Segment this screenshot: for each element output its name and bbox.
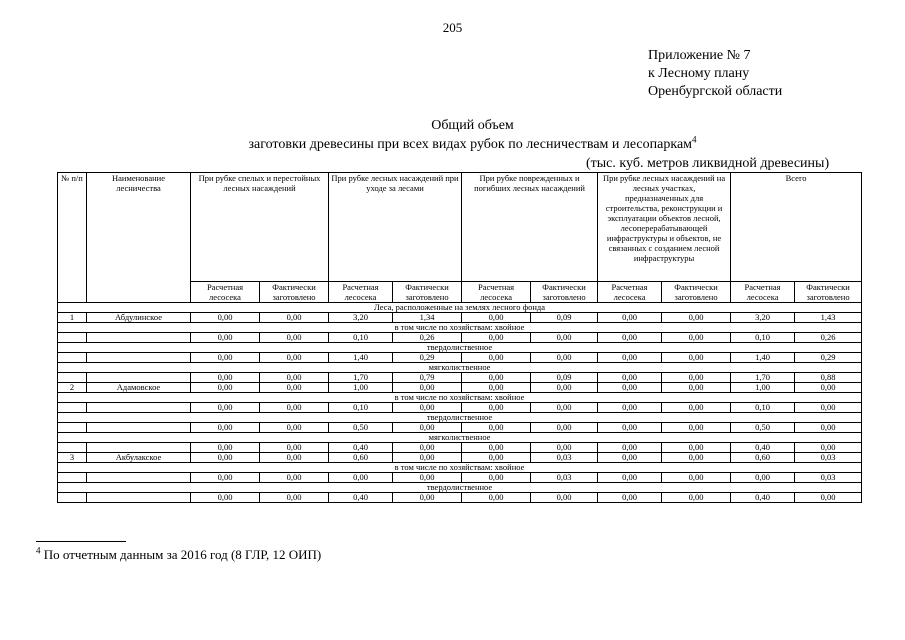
cell-num [58, 353, 87, 363]
cell-value: 0,10 [329, 333, 393, 343]
cell-value: 0,00 [191, 423, 260, 433]
cell-value: 0,00 [462, 473, 531, 483]
cell-value: 0,00 [531, 443, 598, 453]
cell-value: 0,00 [531, 493, 598, 503]
appendix-line-3: Оренбургской области [648, 84, 783, 99]
cell-value: 0,00 [795, 423, 862, 433]
cell-num [58, 403, 87, 413]
cell-value: 0,00 [662, 333, 731, 343]
cell-value: 0,00 [662, 373, 731, 383]
cell-value: 0,00 [191, 383, 260, 393]
cell-value: 0,00 [531, 423, 598, 433]
cell-value: 0,00 [191, 493, 260, 503]
subheader-actual: Фактически заготовлено [531, 282, 598, 303]
cell-value: 0,00 [393, 383, 462, 393]
header-group-care: При рубке лесных насаждений при уходе за лесами [329, 173, 462, 282]
table-header-row [58, 173, 862, 282]
cell-value: 0,00 [662, 423, 731, 433]
section-row [58, 463, 862, 473]
cell-value: 0,00 [462, 313, 531, 323]
footnote-marker: 4 [36, 545, 41, 556]
cell-num [58, 493, 87, 503]
page-number: 205 [442, 20, 463, 35]
cell-value: 0,40 [731, 443, 795, 453]
cell-value: 0,00 [598, 373, 662, 383]
cell-forestry-name [87, 493, 191, 503]
cell-value: 0,00 [795, 383, 862, 393]
subheader-planned: Расчетная лесосека [329, 282, 393, 303]
cell-value: 0,00 [462, 373, 531, 383]
header-group-mature: При рубке спелых и перестойных лесных насаждений [191, 173, 329, 282]
section-row [58, 483, 862, 493]
cell-value: 0,00 [260, 313, 329, 323]
subtitle-text: заготовки древесины при всех видах рубок по лесничествам и лесопаркам [248, 137, 693, 152]
cell-value: 1,00 [329, 383, 393, 393]
cell-value: 0,00 [531, 403, 598, 413]
cell-value: 0,00 [531, 383, 598, 393]
cell-value: 1,43 [795, 313, 862, 323]
footnote-divider [36, 541, 126, 542]
cell-value: 0,00 [795, 403, 862, 413]
appendix-line-2: к Лесному плану [648, 66, 750, 81]
cell-value: 0,00 [191, 453, 260, 463]
section-row [58, 413, 862, 423]
cell-value: 0,00 [393, 443, 462, 453]
footnote-ref: 4 [692, 134, 697, 145]
cell-forestry-name [87, 473, 191, 483]
cell-value: 0,00 [662, 383, 731, 393]
cell-value: 0,00 [598, 313, 662, 323]
cell-value: 0,00 [260, 423, 329, 433]
cell-value: 0,03 [531, 453, 598, 463]
cell-value: 0,60 [731, 453, 795, 463]
cell-value: 0,00 [662, 473, 731, 483]
cell-value: 0,00 [260, 353, 329, 363]
cell-value: 0,00 [191, 473, 260, 483]
cell-value: 0,09 [531, 373, 598, 383]
cell-value: 0,00 [462, 403, 531, 413]
cell-value: 0,00 [260, 493, 329, 503]
cell-value: 0,26 [795, 333, 862, 343]
cell-forestry-name [87, 353, 191, 363]
cell-value: 0,00 [598, 493, 662, 503]
table-row [58, 353, 862, 363]
cell-value: 0,00 [598, 333, 662, 343]
cell-forestry-name [87, 443, 191, 453]
cell-value: 0,00 [598, 383, 662, 393]
table-row [58, 423, 862, 433]
cell-value: 0,40 [731, 493, 795, 503]
cell-value: 0,00 [462, 443, 531, 453]
cell-value: 0,00 [393, 473, 462, 483]
harvest-table [57, 172, 862, 503]
cell-value: 0,10 [329, 403, 393, 413]
header-group-infrastructure: При рубке лесных насаждений на лесных участках, предназначенных для строительства, реконструкции и эксплуатации объектов лесной, лесоперерабатывающей инфраструктуры и объектов, не связанных с созданием лесной инфраструктуры [598, 173, 731, 282]
table-row [58, 443, 862, 453]
appendix-line-1: Приложение № 7 [648, 48, 751, 63]
table-body [58, 303, 862, 503]
cell-value: 0,50 [329, 423, 393, 433]
table-row [58, 383, 862, 393]
cell-value: 0,00 [795, 493, 862, 503]
cell-forestry-name: Адамовское [87, 383, 191, 393]
cell-num [58, 333, 87, 343]
cell-value: 0,00 [191, 313, 260, 323]
cell-value: 0,00 [462, 423, 531, 433]
cell-value: 3,20 [329, 313, 393, 323]
table-row [58, 473, 862, 483]
subheader-planned: Расчетная лесосека [462, 282, 531, 303]
cell-value: 0,00 [191, 443, 260, 453]
cell-value: 0,09 [531, 313, 598, 323]
cell-num [58, 423, 87, 433]
cell-value: 0,00 [795, 443, 862, 453]
cell-value: 0,03 [531, 473, 598, 483]
cell-value: 0,00 [462, 353, 531, 363]
cell-value: 0,00 [260, 443, 329, 453]
table-row [58, 493, 862, 503]
cell-num [58, 443, 87, 453]
section-row [58, 343, 862, 353]
cell-value: 1,00 [731, 383, 795, 393]
section-label: Леса, расположенные на землях лесного фонда [58, 303, 862, 313]
cell-value: 0,03 [795, 473, 862, 483]
cell-value: 0,00 [191, 353, 260, 363]
cell-num: 2 [58, 383, 87, 393]
cell-value: 1,40 [329, 353, 393, 363]
cell-value: 0,00 [462, 453, 531, 463]
cell-value: 0,00 [662, 493, 731, 503]
cell-num [58, 373, 87, 383]
table-row [58, 373, 862, 383]
section-row [58, 323, 862, 333]
header-num: № п/п [58, 173, 87, 303]
cell-value: 0,00 [462, 383, 531, 393]
cell-value: 0,29 [393, 353, 462, 363]
cell-value: 0,00 [260, 373, 329, 383]
cell-value: 0,00 [462, 333, 531, 343]
cell-value: 0,00 [393, 453, 462, 463]
cell-value: 0,40 [329, 493, 393, 503]
cell-value: 0,00 [191, 403, 260, 413]
cell-value: 0,88 [795, 373, 862, 383]
cell-value: 0,00 [393, 403, 462, 413]
cell-value: 0,50 [731, 423, 795, 433]
section-label: в том числе по хозяйствам: хвойное [58, 393, 862, 403]
section-row [58, 363, 862, 373]
section-row [58, 393, 862, 403]
header-group-damaged: При рубке поврежденных и погибших лесных насаждений [462, 173, 598, 282]
section-label: мягколиственное [58, 433, 862, 443]
cell-forestry-name: Абдулинское [87, 313, 191, 323]
section-label: мягколиственное [58, 363, 862, 373]
subheader-planned: Расчетная лесосека [731, 282, 795, 303]
cell-value: 1,70 [731, 373, 795, 383]
cell-value: 0,00 [598, 473, 662, 483]
cell-value: 0,00 [598, 443, 662, 453]
cell-value: 1,40 [731, 353, 795, 363]
cell-value: 0,00 [191, 373, 260, 383]
cell-value: 0,03 [795, 453, 862, 463]
section-label: твердолиственное [58, 483, 862, 493]
appendix-block [648, 47, 782, 101]
cell-forestry-name [87, 373, 191, 383]
table-row [58, 403, 862, 413]
cell-forestry-name [87, 333, 191, 343]
cell-value: 0,00 [462, 493, 531, 503]
cell-value: 0,00 [598, 423, 662, 433]
table-row [58, 313, 862, 323]
cell-value: 0,00 [260, 453, 329, 463]
cell-value: 0,00 [598, 403, 662, 413]
cell-value: 3,20 [731, 313, 795, 323]
cell-value: 0,00 [260, 403, 329, 413]
section-row [58, 433, 862, 443]
cell-value: 0,10 [731, 403, 795, 413]
document-subtitle [0, 134, 905, 153]
cell-value: 0,00 [662, 403, 731, 413]
cell-value: 0,29 [795, 353, 862, 363]
footnote [36, 547, 321, 563]
cell-num: 3 [58, 453, 87, 463]
cell-value: 0,00 [598, 453, 662, 463]
cell-num: 1 [58, 313, 87, 323]
cell-value: 0,00 [260, 333, 329, 343]
subheader-actual: Фактически заготовлено [260, 282, 329, 303]
header-name: Наименование лесничества [87, 173, 191, 303]
cell-value: 0,10 [731, 333, 795, 343]
cell-value: 0,00 [260, 473, 329, 483]
subheader-planned: Расчетная лесосека [191, 282, 260, 303]
table-row [58, 453, 862, 463]
cell-value: 0,79 [393, 373, 462, 383]
cell-value: 0,26 [393, 333, 462, 343]
subheader-planned: Расчетная лесосека [598, 282, 662, 303]
cell-value: 0,00 [191, 333, 260, 343]
cell-value: 0,00 [260, 383, 329, 393]
cell-value: 0,00 [662, 453, 731, 463]
cell-value: 0,00 [393, 493, 462, 503]
section-label: твердолиственное [58, 343, 862, 353]
cell-value: 0,00 [598, 353, 662, 363]
cell-value: 0,00 [731, 473, 795, 483]
cell-forestry-name [87, 403, 191, 413]
cell-value: 0,00 [662, 443, 731, 453]
subheader-actual: Фактически заготовлено [393, 282, 462, 303]
cell-value: 0,00 [531, 353, 598, 363]
section-label: в том числе по хозяйствам: хвойное [58, 323, 862, 333]
cell-value: 0,60 [329, 453, 393, 463]
cell-value: 0,00 [329, 473, 393, 483]
cell-value: 1,34 [393, 313, 462, 323]
subheader-actual: Фактически заготовлено [662, 282, 731, 303]
cell-value: 0,40 [329, 443, 393, 453]
units-label: (тыс. куб. метров ликвидной древесины) [586, 156, 830, 171]
cell-value: 1,70 [329, 373, 393, 383]
table-row [58, 333, 862, 343]
document-title: Общий объем [431, 118, 514, 133]
section-label: в том числе по хозяйствам: хвойное [58, 463, 862, 473]
cell-num [58, 473, 87, 483]
section-label: твердолиственное [58, 413, 862, 423]
cell-value: 0,00 [531, 333, 598, 343]
cell-value: 0,00 [393, 423, 462, 433]
cell-forestry-name [87, 423, 191, 433]
subheader-actual: Фактически заготовлено [795, 282, 862, 303]
cell-value: 0,00 [662, 313, 731, 323]
cell-forestry-name: Акбулакское [87, 453, 191, 463]
cell-value: 0,00 [662, 353, 731, 363]
footnote-text: По отчетным данным за 2016 год (8 ГЛР, 12 ОИП) [43, 547, 322, 562]
header-group-total: Всего [731, 173, 862, 282]
section-row [58, 303, 862, 313]
